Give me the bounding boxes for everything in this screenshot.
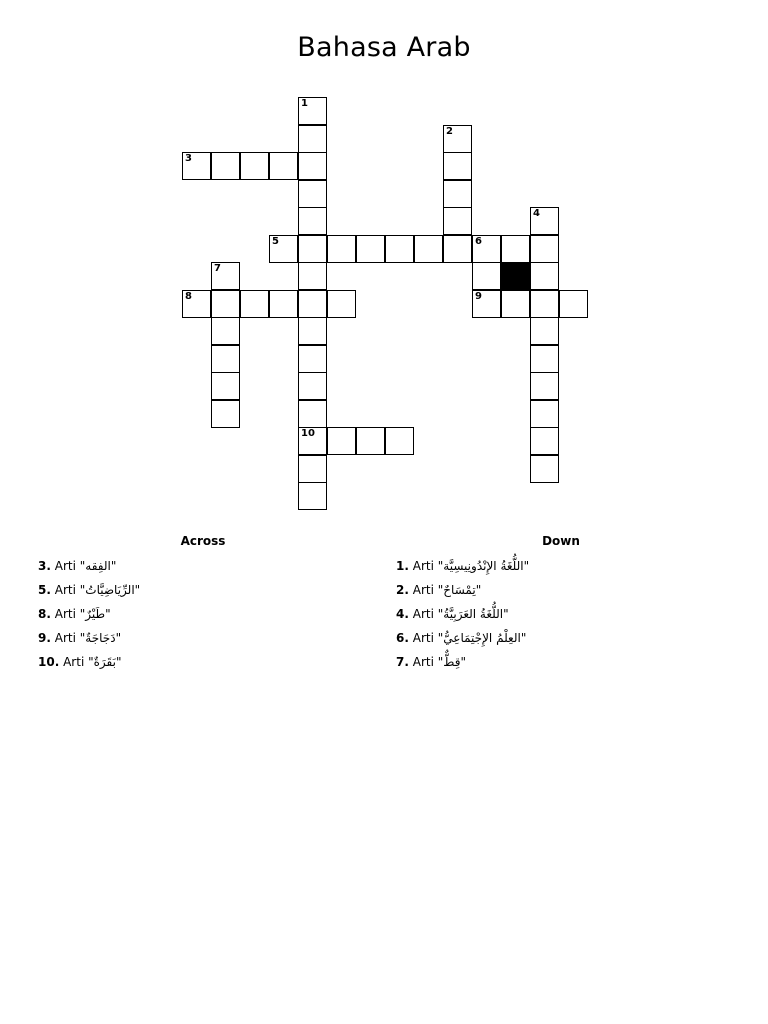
crossword-cell[interactable]: [472, 235, 501, 263]
down-clue: [396, 578, 726, 602]
clue-prefix: Arti: [412, 655, 434, 669]
crossword-cell[interactable]: [356, 427, 385, 455]
cell-number: 7: [214, 263, 221, 274]
cell-number: 10: [301, 428, 315, 439]
crossword-cell[interactable]: [530, 317, 559, 345]
crossword-cell[interactable]: [530, 427, 559, 455]
down-clue: [396, 554, 726, 578]
clue-number: 1.: [396, 559, 409, 573]
down-clue: [396, 650, 726, 674]
clue-word: "دَجَاجَةٌ": [79, 631, 122, 645]
down-heading: Down: [542, 534, 580, 548]
crossword-cell[interactable]: [298, 427, 327, 455]
crossword-cell[interactable]: [443, 125, 472, 153]
across-clue: [38, 554, 368, 578]
crossword-cell[interactable]: [298, 482, 327, 510]
crossword-cell[interactable]: [211, 262, 240, 290]
across-clue: [38, 578, 368, 602]
crossword-cell[interactable]: [356, 235, 385, 263]
clue-prefix: Arti: [54, 559, 76, 573]
clue-word: "تِمْسَاحٌ": [437, 583, 482, 597]
across-clue: [38, 650, 368, 674]
crossword-cell[interactable]: [530, 235, 559, 263]
clue-prefix: Arti: [54, 583, 76, 597]
down-clue: [396, 602, 726, 626]
across-clue: [38, 626, 368, 650]
clue-word: "طَيْرٌ": [79, 607, 111, 621]
across-clues: [38, 534, 368, 674]
crossword-cell[interactable]: [269, 235, 298, 263]
clue-number: 3.: [38, 559, 51, 573]
crossword-cell[interactable]: [211, 290, 240, 318]
crossword-cell[interactable]: [298, 317, 327, 345]
crossword-cell[interactable]: [211, 317, 240, 345]
down-clue-list: [396, 554, 726, 674]
across-clue: [38, 602, 368, 626]
down-clue: [396, 626, 726, 650]
across-heading: Across: [180, 534, 226, 548]
clue-word: "قِطٌّ": [437, 655, 466, 669]
clue-prefix: Arti: [412, 631, 434, 645]
crossword-cell[interactable]: [211, 345, 240, 373]
clue-number: 10.: [38, 655, 60, 669]
crossword-cell[interactable]: [240, 152, 269, 180]
clue-number: 2.: [396, 583, 409, 597]
crossword-cell[interactable]: [559, 290, 588, 318]
crossword-cell[interactable]: [530, 372, 559, 400]
crossword-cell[interactable]: [327, 290, 356, 318]
clue-word: "اللُّغَةُ الإِنْدُونِيسِيَّة": [437, 559, 530, 573]
crossword-cell[interactable]: [443, 152, 472, 180]
crossword-cell[interactable]: [240, 290, 269, 318]
crossword-cell[interactable]: [211, 400, 240, 428]
cell-number: 9: [475, 290, 482, 302]
crossword-cell[interactable]: [211, 152, 240, 180]
crossword-cell[interactable]: [472, 262, 501, 290]
crossword-cell[interactable]: [443, 235, 472, 263]
clue-word: "العِلْمُ الإِجْتِمَاعِيُّ": [437, 631, 527, 645]
clue-number: 6.: [396, 631, 409, 645]
crossword-cell[interactable]: [269, 152, 298, 180]
clue-word: "بَقَرَةٌ": [88, 655, 122, 669]
crossword-cell[interactable]: [182, 152, 211, 180]
crossword-cell[interactable]: [501, 290, 530, 318]
crossword-cell[interactable]: [298, 152, 327, 180]
cell-number: 1: [301, 98, 308, 109]
crossword-cell[interactable]: [298, 207, 327, 235]
cell-number: 8: [185, 290, 192, 302]
crossword-cell[interactable]: [530, 455, 559, 483]
crossword-block: [501, 262, 530, 290]
cell-number: 2: [446, 125, 453, 137]
down-clues: [396, 534, 726, 674]
clue-prefix: Arti: [63, 655, 85, 669]
clue-prefix: Arti: [412, 559, 434, 573]
clue-number: 8.: [38, 607, 51, 621]
crossword-cell[interactable]: [443, 207, 472, 235]
crossword-cell[interactable]: [298, 400, 327, 428]
crossword-cell[interactable]: [298, 97, 327, 125]
crossword-cell[interactable]: [298, 125, 327, 153]
clue-number: 5.: [38, 583, 51, 597]
crossword-cell[interactable]: [298, 180, 327, 208]
clue-word: "الرِّيَاضِيَّاتُ": [79, 583, 141, 597]
crossword-cell[interactable]: [472, 290, 501, 318]
crossword-cell[interactable]: [298, 290, 327, 318]
crossword-cell[interactable]: [298, 262, 327, 290]
cell-number: 3: [185, 153, 192, 164]
crossword-cell[interactable]: [385, 427, 414, 455]
clue-prefix: Arti: [54, 631, 76, 645]
cell-number: 5: [272, 235, 279, 247]
crossword-cell[interactable]: [530, 207, 559, 235]
crossword-cell[interactable]: [530, 345, 559, 373]
crossword-cell[interactable]: [327, 235, 356, 263]
crossword-cell[interactable]: [211, 372, 240, 400]
crossword-cell[interactable]: [501, 235, 530, 263]
crossword-cell[interactable]: [530, 400, 559, 428]
clue-word: "الفِقه": [79, 559, 117, 573]
clue-number: 7.: [396, 655, 409, 669]
clue-number: 9.: [38, 631, 51, 645]
clue-prefix: Arti: [54, 607, 76, 621]
crossword-cell[interactable]: [298, 345, 327, 373]
across-clue-list: [38, 554, 368, 674]
crossword-cell[interactable]: [298, 455, 327, 483]
crossword-cell[interactable]: [414, 235, 443, 263]
crossword-cell[interactable]: [269, 290, 298, 318]
crossword-cell[interactable]: [298, 235, 327, 263]
clue-number: 4.: [396, 607, 409, 621]
crossword-cell[interactable]: [182, 290, 211, 318]
cell-number: 4: [533, 208, 540, 219]
crossword-cell[interactable]: [298, 372, 327, 400]
crossword-cell[interactable]: [385, 235, 414, 263]
page-title: Bahasa Arab: [297, 32, 471, 63]
crossword-cell[interactable]: [530, 290, 559, 318]
crossword-cell[interactable]: [327, 427, 356, 455]
cell-number: 6: [475, 235, 482, 247]
crossword-cell[interactable]: [530, 262, 559, 290]
clue-word: "اللُّغَةُ العَرَبِيَّةُ": [437, 607, 509, 621]
crossword-cell[interactable]: [443, 180, 472, 208]
clue-prefix: Arti: [412, 607, 434, 621]
clue-prefix: Arti: [412, 583, 434, 597]
